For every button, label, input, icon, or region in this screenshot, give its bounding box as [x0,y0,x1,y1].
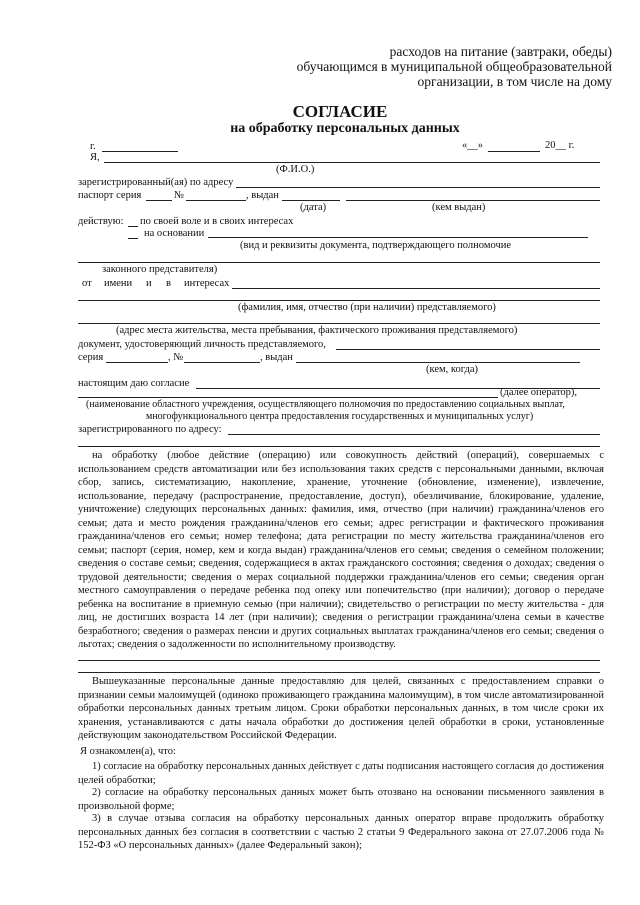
rep-address-caption: (адрес места жительства, места пребывания, фактического проживания представляемого) [116,325,518,336]
header-line-1: расходов на питание (завтраки, обеды) [389,44,612,59]
date-caption: (дата) [300,202,327,213]
basis-doc-caption: (вид и реквизиты документа, подтверждающего полномочие [240,240,512,251]
rep-address-field[interactable] [78,323,600,324]
operator-address-field[interactable] [228,434,600,435]
passport-issuer-field[interactable] [346,200,600,201]
fio-field[interactable] [104,162,600,163]
passport-series-field[interactable] [146,200,172,201]
own-will-text: по своей воле и в своих интересах [140,216,294,227]
operator-field-2[interactable] [78,397,498,398]
document-subtitle: на обработку персональных данных [230,121,460,136]
rep-number-label: , № [168,352,184,363]
i-label: Я, [90,152,100,163]
separator-line-1 [78,660,600,661]
rep-series-field[interactable] [106,362,168,363]
on-behalf-word-4: в [166,278,171,289]
institution-caption-2: многофункционального центра предоставления государственных и муниципальных услуг) [146,411,534,422]
passport-number-label: № [174,190,185,201]
passport-number-field[interactable] [186,200,246,201]
header-line-3: организации, в том числе на дому [417,74,612,89]
rep-issuer-field[interactable] [296,362,580,363]
on-behalf-word-1: от [82,278,92,289]
registered-addr-label: зарегистрированного по адресу: [78,424,222,435]
item-1: 1) согласие на обработку персональных данных действует с даты подписания настоящего согласия до достижения целей обработки; [78,761,604,786]
represented-field-2[interactable] [78,300,600,301]
rep-doc-label: документ, удостоверяющий личность представляемого, [78,339,326,350]
on-behalf-word-3: и [146,278,152,289]
date-month-field[interactable] [488,151,540,152]
acting-label: действую: [78,216,124,227]
who-when-caption: (кем, когда) [426,364,478,375]
rep-issued-label: , выдан [260,352,293,363]
legal-rep-caption: законного представителя) [102,264,218,275]
rep-doc-field[interactable] [336,349,600,350]
item-3: 3) в случае отзыва согласия на обработку персональных данных оператор вправе продолжить обработку персональных данных без согласия в соответствии с частью 2 статьи 9 Федерального закона от 27.07.2006 года № 152-ФЗ «О персональных данных» (далее Федеральный закон); [78,813,604,851]
rep-fio-caption: (фамилия, имя, отчество (при наличии) представляемого) [238,302,496,313]
issuer-caption: (кем выдан) [432,202,486,213]
on-behalf-word-5: интересах [184,278,230,289]
operator-label: (далее оператор), [500,387,578,398]
registered-label: зарегистрированный(ая) по адресу [78,177,234,188]
separator-line-2 [78,672,600,673]
rep-series-label: серия [78,352,104,363]
acknowledged-label: Я ознакомлен(а), что: [80,746,176,757]
consent-label: настоящим даю согласие [78,378,190,389]
date-day: «__» [462,140,483,151]
header-line-2: обучающимся в муниципальной общеобразовательной [296,59,612,74]
document-title: СОГЛАСИЕ [292,102,388,121]
basis-field[interactable] [208,237,588,238]
item-2: 2) согласие на обработку персональных данных может быть отозвано на основании письменного заявления в произвольной форме; [78,787,604,812]
operator-address-field-2[interactable] [78,446,600,447]
own-will-checkbox[interactable] [128,226,138,227]
passport-date-field[interactable] [282,200,340,201]
place-prefix: г. [90,141,96,152]
main-paragraph: на обработку (любое действие (операцию) или совокупность действий (операций), совершаемых с использованием средств автоматизации или без использования таких средств с персональными данными, включая сбор, запись, систематизацию, накопление, хранение, уточнение (обновление, изменение), извлечение, использование, передачу (распространение, предоставление, доступ), обезличивание, блокирование, удаление, уничтожение) следующих персональных данных: фамилия, имя, отчество (при наличии) гражданина/членов его семьи; дата и место рождения гражданина/членов его семьи; адрес регистрации и фактического проживания гражданина/членов его семьи; номер телефона; дата регистрации по месту жительства гражданина/членов его семьи; паспорт (серия, номер, кем и когда выдан) гражданина/членов его семьи; сведения о семейном положении; сведения о составе семьи; сведения, содержащиеся в актах гражданского состояния; сведения о доходах; сведения о трудовой деятельности; сведения о мерах социальной поддержки гражданина/членов его семьи; сведения орган местного самоуправления о передаче ребенка под опеку или попечительство (при наличии); договор о передаче ребенка на воспитание в приемную семью (при наличии); свидетельство о регистрации по месту жительства - для лиц, не достигших возраста 14 лет (при наличии); сведения о регистрации гражданина/члена семьи в качестве безработного; сведения о размерах пенсии и других социальных выплатах гражданина/членов его семьи; сведения о льготах; сведения о задолженности по исполнительному производству. [78,450,604,650]
passport-issued-label: , выдан [246,190,279,201]
basis-field-2[interactable] [78,262,600,263]
date-year: 20__ г. [545,140,575,151]
place-field[interactable] [102,151,178,152]
represented-field[interactable] [232,288,600,289]
passport-label: паспорт серия [78,190,142,201]
registered-address-field[interactable] [236,187,600,188]
on-basis-checkbox[interactable] [128,238,138,239]
on-behalf-word-2: имени [104,278,133,289]
fio-caption: (Ф.И.О.) [276,164,315,175]
institution-caption-1: (наименование областного учреждения, осуществляющего полномочия по предоставлению социальных выплат, [86,399,565,410]
on-basis-label: на основании [144,228,205,239]
purpose-paragraph: Вышеуказанные персональные данные предоставляю для целей, связанных с предоставлением справки о признании семьи малоимущей (одиноко проживающего гражданина малоимущим), в том числе автоматизированной обработки персональных данных третьим лицом. Сроки обработки персональных данных, в том числе сроки их хранения, устанавливаются с даты начала обработки до достижения целей обработки в сроки, установленные действующим законодательством Российской Федерации. [78,676,604,741]
rep-number-field[interactable] [184,362,260,363]
